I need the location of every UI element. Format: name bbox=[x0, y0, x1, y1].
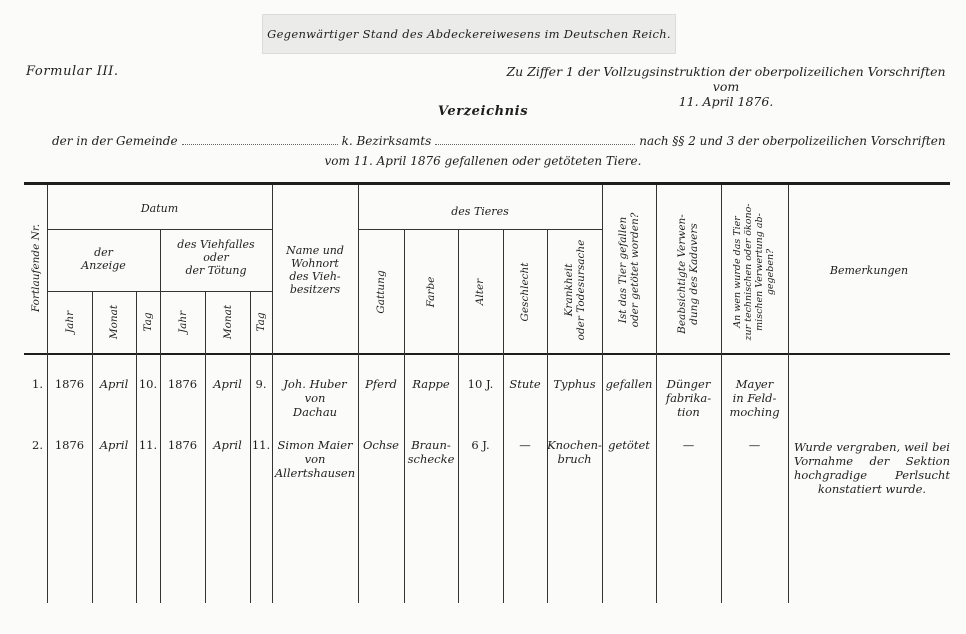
header-anzeige-jahr: Jahr bbox=[64, 310, 76, 334]
intro-line bbox=[52, 134, 952, 148]
header-bottom-rule bbox=[24, 353, 950, 355]
row-nr: 1. bbox=[32, 377, 43, 391]
bezirksamt-blank bbox=[435, 134, 635, 145]
viehfall-jahr: 1876 bbox=[167, 438, 198, 452]
row-divider bbox=[47, 291, 272, 292]
banner-text: Gegenwärtiger Stand des Abdeckereiwesens im Deutschen Reich. bbox=[267, 27, 671, 41]
anzeige-monat: April bbox=[99, 438, 129, 452]
col-divider bbox=[458, 229, 459, 603]
form-number: Formular III. bbox=[26, 64, 119, 79]
col-divider bbox=[404, 229, 405, 603]
col-divider bbox=[358, 185, 359, 603]
header-viehfall-tag: Tag bbox=[255, 312, 267, 332]
row-nr: 2. bbox=[32, 438, 43, 452]
intro-part1: der in der Gemeinde bbox=[52, 134, 178, 148]
animal-gattung: Ochse bbox=[363, 438, 399, 452]
viehfall-tag: 11. bbox=[251, 438, 271, 452]
owner-name-residence bbox=[272, 377, 358, 419]
gefallen-getoetet: getötet bbox=[608, 438, 650, 452]
header-verwendung-line2: dung des Kadavers bbox=[688, 223, 700, 325]
verwendung-line1: Dünger bbox=[666, 377, 711, 391]
header-viehfall bbox=[160, 238, 272, 277]
row-divider bbox=[358, 229, 602, 230]
header-anzeige-line2: Anzeige bbox=[81, 259, 126, 272]
header-viehfall-line3: der Tötung bbox=[185, 264, 247, 277]
animal-gattung: Pferd bbox=[365, 377, 397, 391]
animal-farbe bbox=[404, 438, 458, 466]
header-name-line2: Wohnort bbox=[291, 257, 339, 270]
table-top-rule bbox=[24, 182, 950, 185]
gefallen-getoetet: gefallen bbox=[605, 377, 653, 391]
animal-farbe-line1: Rappe bbox=[412, 377, 450, 391]
owner-name: Joh. Huber bbox=[283, 377, 347, 391]
verwendung-line2: fabrika- bbox=[665, 391, 712, 405]
owner-von: von bbox=[304, 391, 326, 405]
intro-part3: nach §§ 2 und 3 der oberpolizeilichen Vorschriften bbox=[639, 134, 946, 148]
header-name-wohnort bbox=[272, 244, 358, 296]
bemerkung: Wurde vergraben, weil bei Vornahme der Sektion hochgradige Perlsucht konstatiert wurde. bbox=[794, 440, 950, 496]
animal-farbe-line2: schecke bbox=[407, 452, 455, 466]
animal-krankheit bbox=[547, 377, 602, 391]
anzeige-jahr: 1876 bbox=[54, 438, 85, 452]
page-banner bbox=[262, 14, 676, 54]
header-tieres: des Tieres bbox=[451, 205, 509, 218]
header-abgegeben-an bbox=[732, 203, 776, 340]
col-divider bbox=[160, 229, 161, 603]
col-divider bbox=[503, 229, 504, 603]
header-viehfall-line2: oder bbox=[203, 251, 229, 264]
header-gefallen-line1: Ist das Tier gefallen bbox=[617, 216, 629, 324]
regulation-reference-line2: 11. April 1876. bbox=[678, 94, 774, 109]
row-divider bbox=[47, 229, 272, 230]
viehfall-monat: April bbox=[213, 438, 242, 452]
header-verwendung-line1: Beabsichtigte Verwen- bbox=[676, 214, 688, 334]
viehfall-monat: April bbox=[213, 377, 242, 391]
animal-krankheit-line2: bruch bbox=[557, 452, 592, 466]
owner-name: Simon Maier bbox=[277, 438, 353, 452]
verwendung bbox=[656, 438, 721, 452]
header-alter: Alter bbox=[474, 278, 486, 306]
header-viehfall-line1: des Viehfalles bbox=[177, 238, 255, 251]
abgegeben-an bbox=[721, 438, 788, 452]
header-wen-line1: An wen wurde das Tier bbox=[732, 216, 743, 328]
gemeinde-blank bbox=[182, 134, 338, 145]
viehfall-jahr: 1876 bbox=[167, 377, 198, 391]
header-gattung: Gattung bbox=[375, 270, 387, 314]
header-wen-line3: mischen Verwertung ab- bbox=[754, 213, 765, 331]
animal-alter: 6 J. bbox=[471, 438, 490, 452]
anzeige-jahr: 1876 bbox=[54, 377, 85, 391]
abgegeben-an-line1: Mayer bbox=[735, 377, 774, 391]
header-datum: Datum bbox=[140, 202, 179, 215]
header-wen-line2: zur technischen oder ökono- bbox=[743, 203, 754, 341]
anzeige-tag: 11. bbox=[138, 438, 158, 452]
header-krankheit-line1: Krankheit bbox=[563, 263, 575, 317]
animal-geschlecht: Stute bbox=[509, 377, 541, 391]
header-gefallen-line2: oder getötet worden? bbox=[629, 212, 641, 328]
header-bemerkungen: Bemerkungen bbox=[829, 264, 909, 277]
owner-von: von bbox=[304, 452, 326, 466]
abgegeben-an-line3: moching bbox=[729, 405, 780, 419]
header-anzeige-tag: Tag bbox=[142, 312, 154, 332]
header-krankheit bbox=[563, 240, 587, 341]
anzeige-tag: 10. bbox=[138, 377, 158, 391]
animal-farbe bbox=[404, 377, 458, 391]
header-name-line4: besitzers bbox=[289, 283, 341, 296]
verwendung-line1: — bbox=[682, 438, 695, 452]
intro-part2: k. Bezirksamts bbox=[341, 134, 432, 148]
col-divider bbox=[547, 229, 548, 603]
col-divider bbox=[602, 185, 603, 603]
owner-residence: Allertshausen bbox=[274, 466, 356, 480]
header-wen-line4: gegeben? bbox=[765, 248, 776, 296]
header-anzeige-line1: der bbox=[94, 246, 113, 259]
col-divider bbox=[788, 185, 789, 603]
header-gefallen-getoetet bbox=[617, 213, 641, 328]
animal-krankheit bbox=[547, 438, 602, 466]
animal-farbe-line1: Braun- bbox=[411, 438, 451, 452]
animal-alter: 10 J. bbox=[467, 377, 494, 391]
header-viehfall-jahr: Jahr bbox=[177, 310, 189, 334]
owner-name-residence bbox=[272, 438, 358, 480]
owner-residence: Dachau bbox=[292, 405, 338, 419]
intro-line2: vom 11. April 1876 gefallenen oder getöteten Tiere. bbox=[324, 154, 642, 168]
animal-geschlecht: — bbox=[519, 438, 531, 452]
abgegeben-an bbox=[721, 377, 788, 419]
header-anzeige-monat: Monat bbox=[108, 304, 120, 340]
abgegeben-an-line1: — bbox=[748, 438, 761, 452]
regulation-reference-line1: Zu Ziffer 1 der Vollzugsinstruktion der oberpolizeilichen Vorschriften vom bbox=[506, 64, 946, 94]
header-geschlecht: Geschlecht bbox=[519, 262, 531, 322]
header-farbe: Farbe bbox=[425, 276, 437, 308]
header-nr: Fortlaufende Nr. bbox=[30, 223, 42, 313]
viehfall-tag: 9. bbox=[255, 377, 267, 391]
document-title: Verzeichnis bbox=[437, 104, 529, 119]
verwendung-line3: tion bbox=[677, 405, 700, 419]
abgegeben-an-line2: in Feld- bbox=[732, 391, 777, 405]
animal-krankheit-line1: Typhus bbox=[553, 377, 596, 391]
header-krankheit-line2: oder Todesursache bbox=[575, 239, 587, 341]
header-verwendung bbox=[676, 214, 700, 334]
verwendung bbox=[656, 377, 721, 419]
animal-krankheit-line1: Knochen- bbox=[547, 438, 602, 452]
header-name-line1: Name und bbox=[286, 244, 344, 257]
regulation-reference bbox=[500, 64, 952, 109]
header-name-line3: des Vieh- bbox=[289, 270, 341, 283]
header-viehfall-monat: Monat bbox=[222, 304, 234, 340]
header-anzeige bbox=[47, 246, 160, 272]
anzeige-monat: April bbox=[99, 377, 129, 391]
